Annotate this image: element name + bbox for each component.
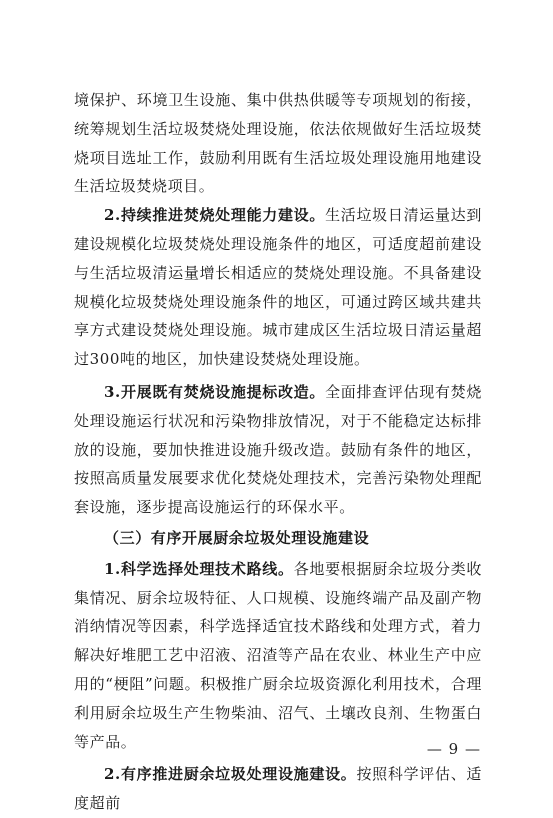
page-number: — 9 — — [426, 740, 481, 758]
paragraph-kitchen-waste-facilities — [74, 760, 482, 818]
section-heading: （三）有序开展厨余垃圾处理设施建设 — [104, 528, 370, 547]
paragraph-lead: 3.开展既有焚烧设施提标改造。 — [104, 382, 326, 401]
paragraph-continuation — [74, 86, 482, 201]
paragraph-incineration-capacity — [74, 201, 482, 374]
paragraph-text: 按照科学评估、适度超前 — [74, 765, 482, 813]
paragraph-lead: 2.持续推进焚烧处理能力建设。 — [104, 206, 326, 225]
paragraph-text: 生活垃圾日清运量达到建设规模化垃圾焚烧处理设施条件的地区，可适度超前建设与生活垃圾清运量增长相适应的焚烧处理设施。不具备建设规模化垃圾焚烧处理设施条件的地区，可通过跨区域共建共享方式建设焚烧处理设施。城市建成区生活垃圾日清运量超过300吨的地区，加快建设焚烧处理设施。 — [74, 206, 482, 369]
paragraph-technology-route — [74, 555, 482, 757]
paragraph-text: 境保护、环境卫生设施、集中供热供暖等专项规划的衔接，统筹规划生活垃圾焚烧处理设施，依法依规做好生活垃圾焚烧项目选址工作，鼓励利用既有生活垃圾处理设施用地建设生活垃圾焚烧项目。 — [74, 91, 482, 196]
paragraph-lead: 2.有序推进厨余垃圾处理设施建设。 — [104, 765, 357, 784]
paragraph-text: 各地要根据厨余垃圾分类收集情况、厨余垃圾特征、人口规模、设施终端产品及副产物消纳情况等因素，科学选择适宜技术路线和处理方式，着力解决好堆肥工艺中沼液、沼渣等产品在农业、林业生产中应用的“梗阻”问题。积极推广厨余垃圾资源化利用技术，合理利用厨余垃圾生产生物柴油、沼气、土壤改良剂、生物蛋白等产品。 — [74, 559, 483, 751]
document-body — [74, 86, 482, 818]
paragraph-facility-upgrade — [74, 378, 482, 522]
paragraph-lead: 1.科学选择处理技术路线。 — [104, 559, 294, 578]
paragraph-text: 全面排查评估现有焚烧处理设施运行状况和污染物排放情况，对于不能稳定达标排放的设施，要加快推进设施升级改造。鼓励有条件的地区，按照高质量发展要求优化焚烧处理技术，完善污染物处理配套设施，逐步提高设施运行的环保水平。 — [74, 382, 482, 517]
